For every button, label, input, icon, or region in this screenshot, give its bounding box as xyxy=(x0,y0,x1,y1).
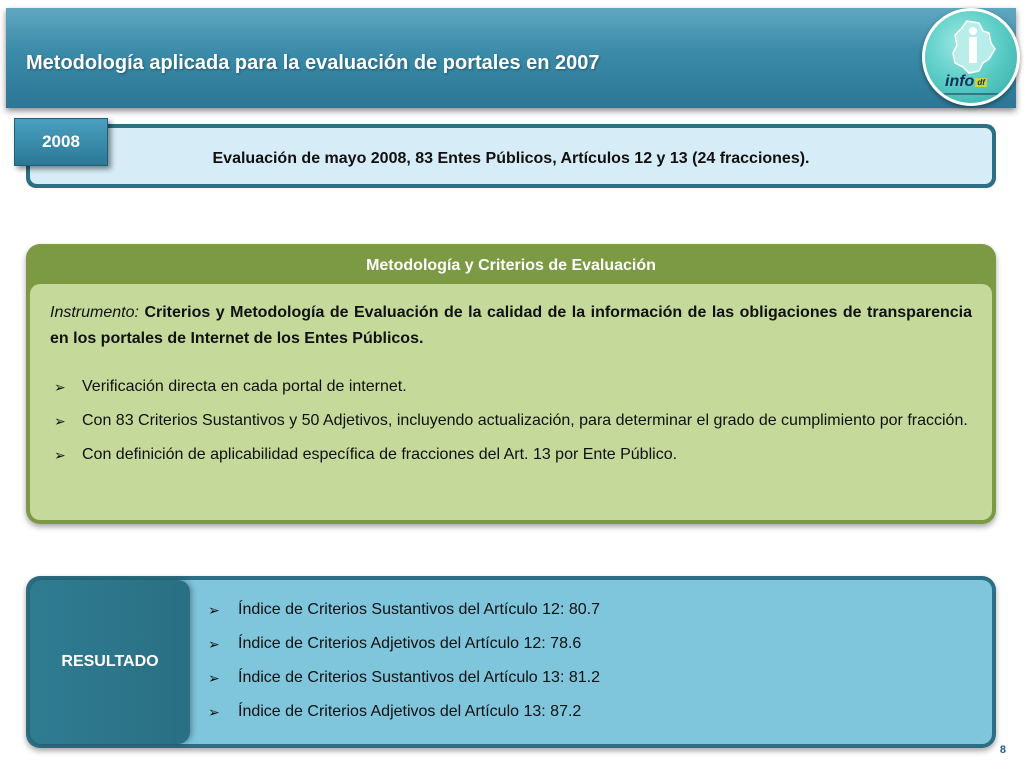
page-number: 8 xyxy=(999,744,1006,756)
methodology-panel xyxy=(26,244,996,524)
slide-title: Metodología aplicada para la evaluación de portales en 2007 xyxy=(26,52,600,74)
arrow-bullet-icon: ➢ xyxy=(208,602,220,618)
list-item: ➢ Verificación directa en cada portal de internet. xyxy=(50,374,972,400)
instrument-label: Instrumento: xyxy=(50,304,139,321)
year-tab: 2008 xyxy=(14,118,108,166)
map-icon xyxy=(949,19,997,77)
logo-wordmark: info df xyxy=(945,73,985,90)
instrument-paragraph xyxy=(50,300,972,352)
arrow-bullet-icon: ➢ xyxy=(54,447,66,463)
slide-header xyxy=(6,8,1016,108)
list-item: ➢ Índice de Criterios Sustantivos del Artículo 12: 80.7 xyxy=(200,598,600,622)
results-label: RESULTADO xyxy=(30,580,190,744)
list-item: ➢ Índice de Criterios Adjetivos del Artículo 13: 87.2 xyxy=(200,700,600,724)
methodology-bullet-list xyxy=(50,374,972,468)
arrow-bullet-icon: ➢ xyxy=(208,636,220,652)
results-list xyxy=(200,598,600,734)
results-panel xyxy=(26,576,996,748)
methodology-heading: Metodología y Criterios de Evaluación xyxy=(366,257,656,274)
methodology-body xyxy=(30,284,992,520)
year-summary-text: Evaluación de mayo 2008, 83 Entes Públicos, Artículos 12 y 13 (24 fracciones). xyxy=(212,150,810,167)
list-item: ➢ Con definición de aplicabilidad específica de fracciones del Art. 13 por Ente Público. xyxy=(50,442,972,468)
list-item: ➢ Con 83 Criterios Sustantivos y 50 Adjetivos, incluyendo actualización, para determinar el grado de cumplimiento por fracción. xyxy=(50,408,972,434)
arrow-bullet-icon: ➢ xyxy=(54,413,66,429)
instrument-title: Criterios y Metodología de Evaluación de la calidad de la información de las obligaciones de transparencia en los portales de Internet de los Entes Públicos. xyxy=(50,304,972,347)
list-item: ➢ Índice de Criterios Sustantivos del Artículo 13: 81.2 xyxy=(200,666,600,690)
year-summary-box xyxy=(30,128,992,184)
arrow-bullet-icon: ➢ xyxy=(208,704,220,720)
arrow-bullet-icon: ➢ xyxy=(208,670,220,686)
list-item: ➢ Índice de Criterios Adjetivos del Artículo 12: 78.6 xyxy=(200,632,600,656)
year-summary-panel xyxy=(26,124,996,188)
arrow-bullet-icon: ➢ xyxy=(54,379,66,395)
infodf-logo xyxy=(922,8,1020,106)
